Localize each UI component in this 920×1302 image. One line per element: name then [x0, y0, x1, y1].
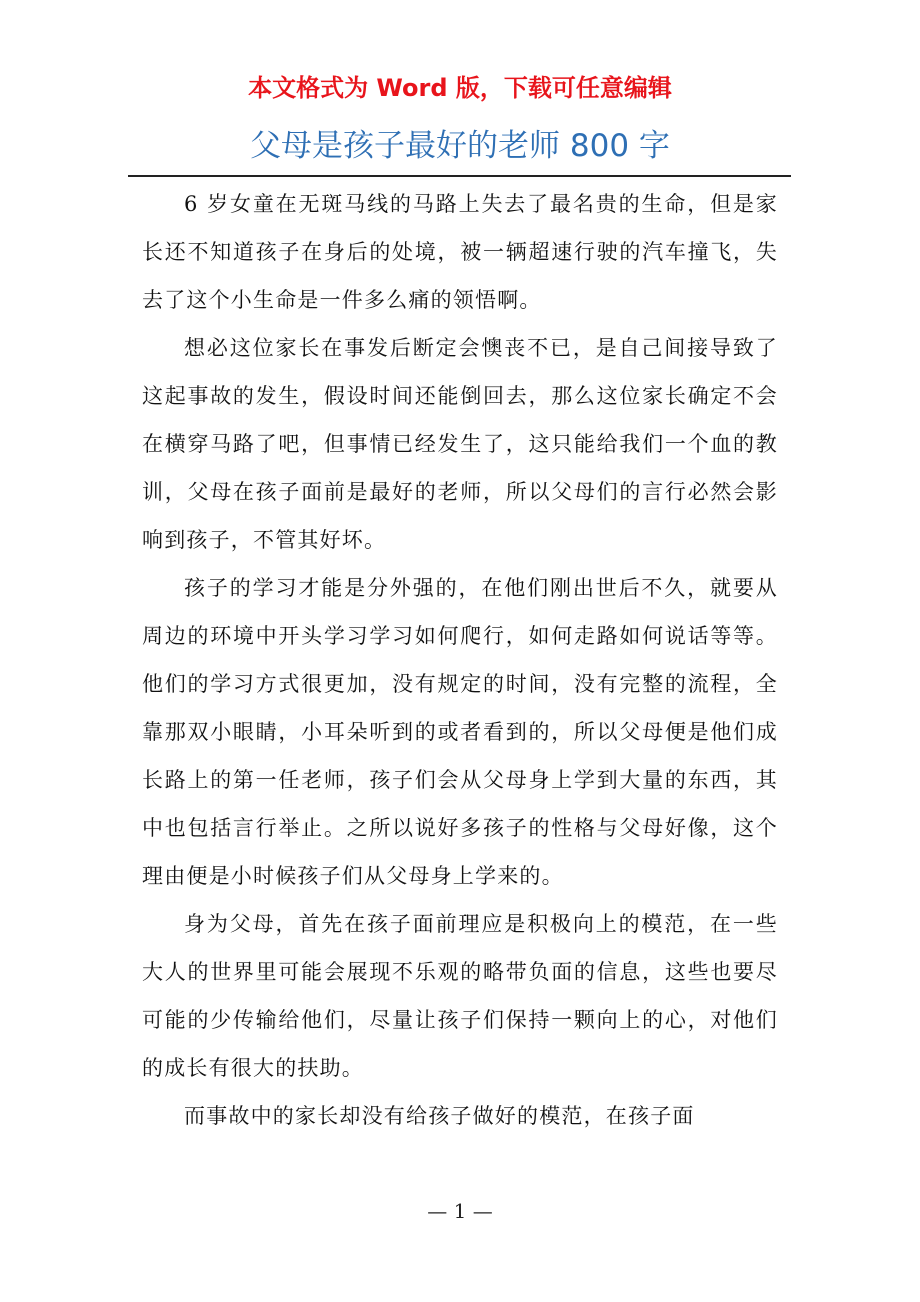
- page-title: 父母是孩子最好的老师 800 字: [250, 128, 670, 164]
- paragraph-1: 6 岁女童在无斑马线的马路上失去了最名贵的生命，但是家长还不知道孩子在身后的处境，被一辆超速行驶的汽车撞飞，失去了这个小生命是一件多么痛的领悟啊。: [142, 192, 778, 312]
- paragraph-3: 孩子的学习才能是分外强的，在他们刚出世后不久，就要从周边的环境中开头学习学习如何爬行，如何走路如何说话等等。他们的学习方式很更加，没有规定的时间，没有完整的流程，全靠那双小眼睛，小耳朵听到的或者看到的，所以父母便是他们成长路上的第一任老师，孩子们会从父母身上学到大量的东西，其中也包括言行举止。之所以说好多孩子的性格与父母好像，这个理由便是小时候孩子们从父母身上学来的。: [142, 576, 778, 888]
- article-body: [142, 180, 778, 1140]
- paragraph-2: 想必这位家长在事发后断定会懊丧不已，是自己间接导致了这起事故的发生，假设时间还能倒回去，那么这位家长确定不会在横穿马路了吧，但事情已经发生了，这只能给我们一个血的教训，父母在孩子面前是最好的老师，所以父母们的言行必然会影响到孩子，不管其好坏。: [142, 336, 778, 552]
- paragraph-4: 身为父母，首先在孩子面前理应是积极向上的模范，在一些大人的世界里可能会展现不乐观的略带负面的信息，这些也要尽可能的少传输给他们，尽量让孩子们保持一颗向上的心，对他们的成长有很大的扶助。: [142, 912, 778, 1080]
- page-number: — 1 —: [427, 1199, 493, 1223]
- title-divider: [128, 175, 791, 177]
- format-notice-banner: 本文格式为 Word 版，下载可任意编辑: [248, 74, 672, 102]
- paragraph-5: 而事故中的家长却没有给孩子做好的模范，在孩子面: [184, 1104, 695, 1128]
